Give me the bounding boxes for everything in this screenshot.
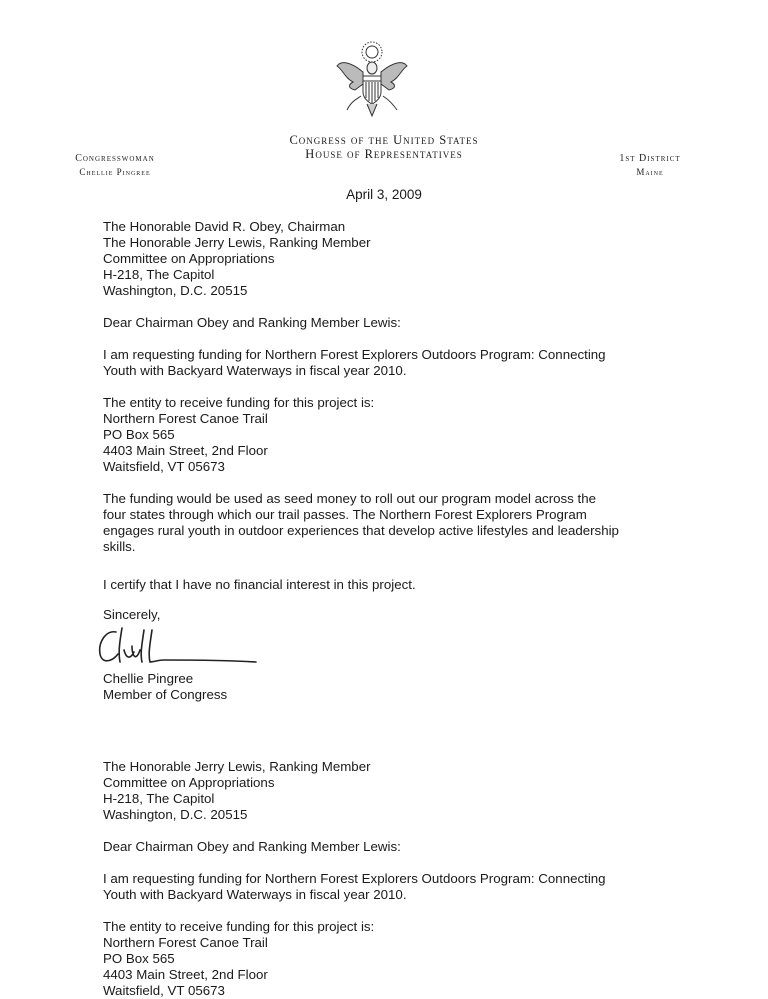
signature-block (103, 671, 663, 703)
entity-block (103, 395, 663, 475)
salutation: Dear Chairman Obey and Ranking Member Lewis: (103, 315, 401, 330)
address-line: The Honorable Jerry Lewis, Ranking Member (103, 235, 371, 250)
entity-line: Northern Forest Canoe Trail (103, 935, 268, 950)
entity-line: PO Box 565 (103, 427, 175, 442)
address-line: Committee on Appropriations (103, 775, 275, 790)
request-paragraph (103, 347, 663, 379)
paragraph-line: I am requesting funding for Northern Forest Explorers Outdoors Program: Connecting (103, 871, 606, 886)
entity-block-2 (103, 919, 663, 999)
congresswoman-title: Congresswoman (75, 153, 155, 164)
great-seal-eagle-icon (333, 38, 411, 120)
signer-title: Member of Congress (103, 687, 228, 702)
request-paragraph-2 (103, 871, 663, 903)
entity-line: Waitsfield, VT 05673 (103, 459, 225, 474)
entity-line: The entity to receive funding for this project is: (103, 395, 375, 410)
paragraph-line: engages rural youth in outdoor experiences that develop active lifestyles and leadership (103, 523, 619, 538)
signer-name: Chellie Pingree (103, 671, 194, 686)
paragraph-line: The funding would be used as seed money to roll out our program model across the (103, 491, 597, 506)
paragraph-line: Youth with Backyard Waterways in fiscal year 2010. (103, 363, 407, 378)
state-label: Maine (636, 167, 664, 177)
paragraph-line: four states through which our trail passes. The Northern Forest Explorers Program (103, 507, 587, 522)
congresswoman-name: Chellie Pingree (79, 167, 151, 177)
handwritten-signature (94, 622, 264, 670)
letterhead-line-1: Congress of the United States (289, 133, 479, 147)
entity-line: Waitsfield, VT 05673 (103, 983, 225, 998)
address-line: H-218, The Capitol (103, 267, 215, 282)
entity-line: Northern Forest Canoe Trail (103, 411, 268, 426)
address-line: H-218, The Capitol (103, 791, 215, 806)
entity-line: PO Box 565 (103, 951, 175, 966)
recipient-address (103, 219, 663, 299)
address-line: The Honorable Jerry Lewis, Ranking Member (103, 759, 371, 774)
paragraph-line: Youth with Backyard Waterways in fiscal year 2010. (103, 887, 407, 902)
address-line: Committee on Appropriations (103, 251, 275, 266)
entity-line: The entity to receive funding for this project is: (103, 919, 375, 934)
closing: Sincerely, (103, 607, 161, 622)
address-line: Washington, D.C. 20515 (103, 807, 248, 822)
entity-line: 4403 Main Street, 2nd Floor (103, 443, 268, 458)
address-line: Washington, D.C. 20515 (103, 283, 248, 298)
salutation-2: Dear Chairman Obey and Ranking Member Lewis: (103, 839, 401, 854)
district-label: 1st District (619, 153, 681, 164)
letter-date: April 3, 2009 (346, 187, 422, 202)
certification-statement: I certify that I have no financial interest in this project. (103, 577, 416, 592)
address-line: The Honorable David R. Obey, Chairman (103, 219, 346, 234)
letterhead-line-2: House of Representatives (305, 147, 463, 161)
paragraph-line: skills. (103, 539, 136, 554)
paragraph-line: I am requesting funding for Northern Forest Explorers Outdoors Program: Connecting (103, 347, 606, 362)
recipient-address-2 (103, 759, 663, 823)
purpose-paragraph (103, 491, 663, 555)
entity-line: 4403 Main Street, 2nd Floor (103, 967, 268, 982)
